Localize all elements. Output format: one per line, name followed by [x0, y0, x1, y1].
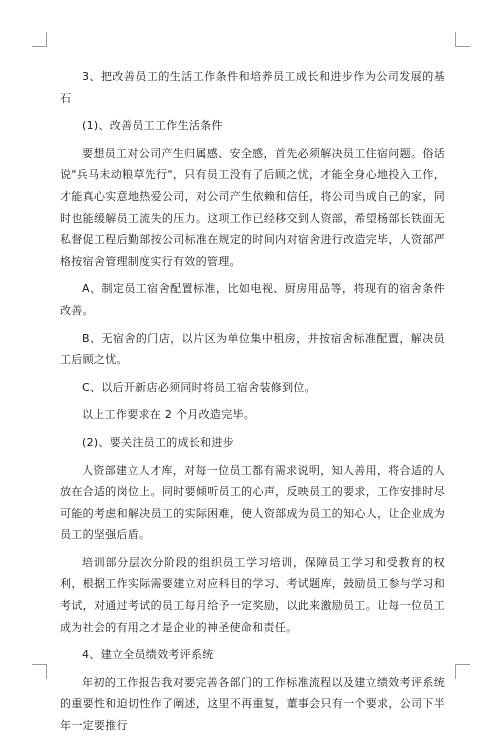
corner-crop-mark: [32, 32, 47, 47]
corner-crop-mark: [455, 664, 470, 679]
body-paragraph: 年初的工作报告我对要完善各部门的工作标准流程以及建立绩效考评系统的重要性和迫切性作了阐述，这里不再重复，董事会只有一个要求，公司下半年一定要推行: [60, 675, 445, 733]
body-paragraph: 要想员工对公司产生归属感、安全感，首先必须解决员工住宿问题。俗话说"兵马未动粮草先行"，只有员工没有了后顾之忧，才能全身心地投入工作，才能真心实意地热爱公司，对公司产生依赖和信任，将公司当成自己的家，同时也能缓解员工流失的压力。这项工作已经移交到人资部，希望杨部长铁面无私督促工程后勤部按公司标准在规定的时间内对宿舍进行改造完毕，人资部严格按宿舍管理制度实行有效的管理。: [60, 146, 445, 268]
section-heading: 4、建立全员绩效考评系统: [82, 648, 214, 662]
document-body: [60, 66, 445, 743]
body-paragraph: 培训部分层次分阶段的组织员工学习培训，保障员工学习和受教育的权利，根据工作实际需要建立对应科目的学习、考试题库，鼓励员工参与学习和考试，对通过考试的员工每月给予一定奖励，以此来激励员工。让每一位员工成为社会的有用之才是企业的神圣使命和责任。: [60, 555, 445, 634]
corner-crop-mark: [32, 664, 47, 679]
list-item: B、无宿舍的门店，以片区为单位集中租房，并按宿舍标准配置，解决员工后顾之忧。: [60, 331, 445, 367]
list-item: A、制定员工宿舍配置标准，比如电视、厨房用品等，将现有的宿舍条件改善。: [60, 282, 445, 317]
subsection-heading: (1)、改善员工工作生活条件: [82, 119, 223, 133]
subsection-heading: (2)、要关注员工的成长和进步: [82, 435, 235, 449]
body-paragraph: 以上工作要求在 2 个月改造完毕。: [82, 408, 256, 422]
list-item: C、以后开新店必须同时将员工宿舍装修到位。: [82, 380, 316, 394]
corner-crop-mark: [455, 32, 470, 47]
section-heading: 3、把改善员工的生活工作条件和培养员工成长和进步作为公司发展的基石: [60, 70, 445, 105]
body-paragraph: 人资部建立人才库，对每一位员工都有需求说明，知人善用，将合适的人放在合适的岗位上。同时要倾听员工的心声，反映员工的要求，工作安排时尽可能的考虑和解决员工的实际困难，使人资部成为员工的知心人，让企业成为员工的坚强后盾。: [60, 463, 445, 542]
